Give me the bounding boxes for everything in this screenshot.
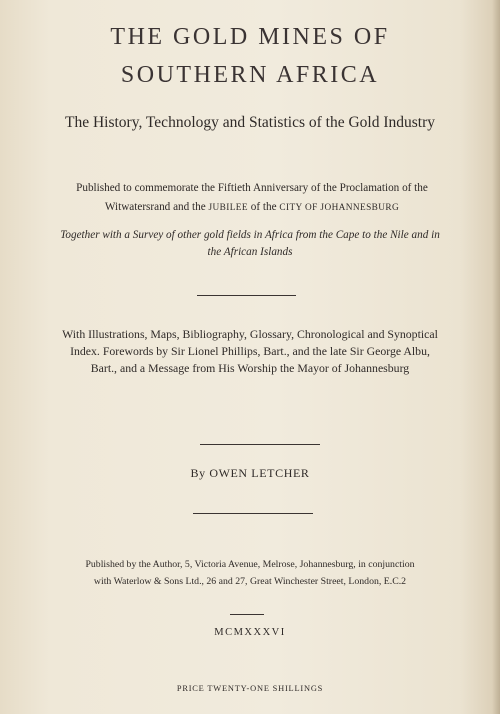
publication-year: MCMXXXVI [214, 627, 286, 638]
author-name: OWEN LETCHER [209, 466, 310, 480]
book-title-line-2: SOUTHERN AFRICA [120, 62, 380, 88]
commemoration-text [50, 179, 454, 218]
commemoration-text-part-2: of the [247, 201, 280, 213]
book-subtitle: The History, Technology and Statistics of the Gold Industry [64, 114, 435, 131]
author-line [0, 466, 500, 481]
jubilee-word: JUBILEE [208, 203, 248, 213]
illustrations-text: With Illustrations, Maps, Bibliography, Glossary, Chronological and Synoptical Index. Forewords by Sir Lionel Phillips, Bart., and the late Sir George Albu, Bart., and a Message from His Worship the Mayor of Johannesburg [62, 327, 438, 375]
city-name: CITY OF JOHANNESBURG [279, 203, 400, 213]
divider-rule-4 [230, 614, 264, 615]
price-line: PRICE TWENTY-ONE SHILLINGS [176, 684, 324, 693]
divider-rule-1 [197, 295, 296, 296]
commemoration-text-part-1: Published to commemorate the Fiftieth Anniversary of the Proclamation of the Witwatersrand and the [76, 182, 428, 213]
divider-rule-3 [193, 513, 313, 514]
author-by: By [190, 466, 206, 480]
book-title-line-1: THE GOLD MINES OF [110, 24, 390, 50]
page-edge-shadow [492, 0, 500, 714]
survey-text: Together with a Survey of other gold fields in Africa from the Cape to the Nile and in the African Islands [60, 229, 440, 258]
divider-rule-2 [200, 444, 320, 445]
publisher-info: Published by the Author, 5, Victoria Avenue, Melrose, Johannesburg, in conjunction with Waterlow & Sons Ltd., 26 and 27, Great Winchester Street, London, E.C.2 [85, 559, 415, 587]
